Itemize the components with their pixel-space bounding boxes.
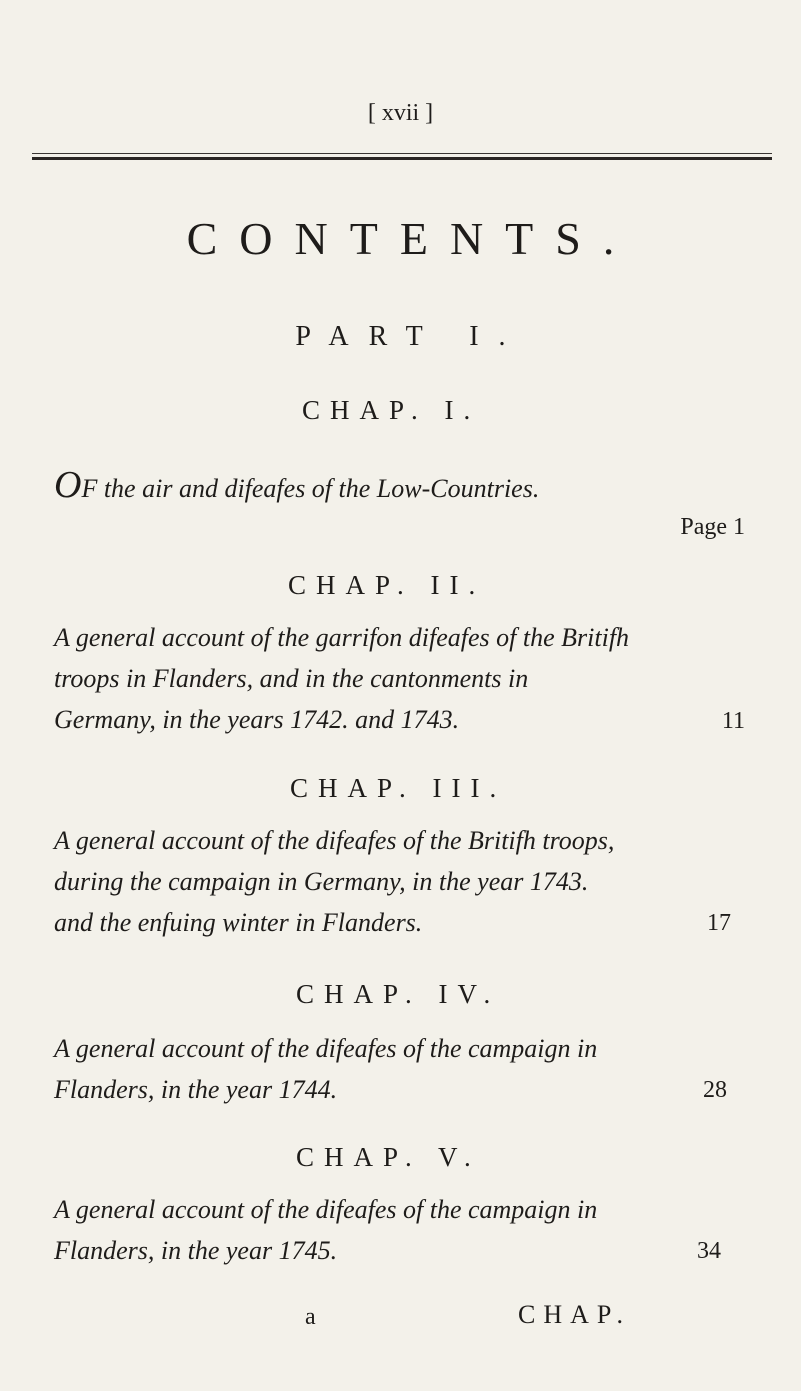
page-reference: 28: [703, 1077, 727, 1103]
chapter-heading: CHAP. IV.: [296, 979, 501, 1009]
part-heading: PART I.: [295, 321, 526, 352]
chapter-entry-line: Germany, in the years 1742. and 1743.: [54, 705, 460, 734]
header-rule: [32, 153, 772, 160]
chapter-entry-line: Flanders, in the year 1745.: [54, 1236, 338, 1265]
page-reference: Page 1: [680, 514, 745, 540]
chapter-entry-line: Flanders, in the year 1744.: [54, 1075, 338, 1104]
chapter-heading: CHAP. V.: [296, 1142, 481, 1172]
signature-mark: a: [305, 1304, 316, 1330]
page-header: [ xvii ]: [367, 100, 434, 126]
chapter-entry-line: [54, 463, 539, 507]
chapter-heading: CHAP. II.: [288, 570, 486, 600]
contents-title: CONTENTS.: [186, 213, 637, 264]
chapter-entry-line: and the enfuing winter in Flanders.: [54, 908, 423, 937]
drop-cap: O: [54, 464, 82, 506]
entry-text: F the air and difeafes of the Low-Countries.: [81, 474, 540, 503]
chapter-entry-line: A general account of the garrifon difeafes of the Britifh: [54, 623, 630, 652]
page-reference: 11: [721, 708, 745, 734]
chapter-heading: CHAP. I.: [302, 395, 481, 425]
page-reference: 34: [697, 1238, 721, 1264]
chapter-entry-line: during the campaign in Germany, in the year 1743.: [54, 867, 589, 896]
chapter-entry-line: A general account of the difeafes of the campaign in: [54, 1195, 598, 1224]
chapter-entry-line: A general account of the difeafes of the Britifh troops,: [54, 826, 615, 855]
chapter-entry-line: A general account of the difeafes of the campaign in: [54, 1034, 598, 1063]
chapter-heading: CHAP. III.: [290, 773, 507, 803]
page-reference: 17: [707, 910, 731, 936]
catchword: CHAP.: [518, 1300, 631, 1329]
chapter-entry-line: troops in Flanders, and in the cantonments in: [54, 664, 529, 693]
